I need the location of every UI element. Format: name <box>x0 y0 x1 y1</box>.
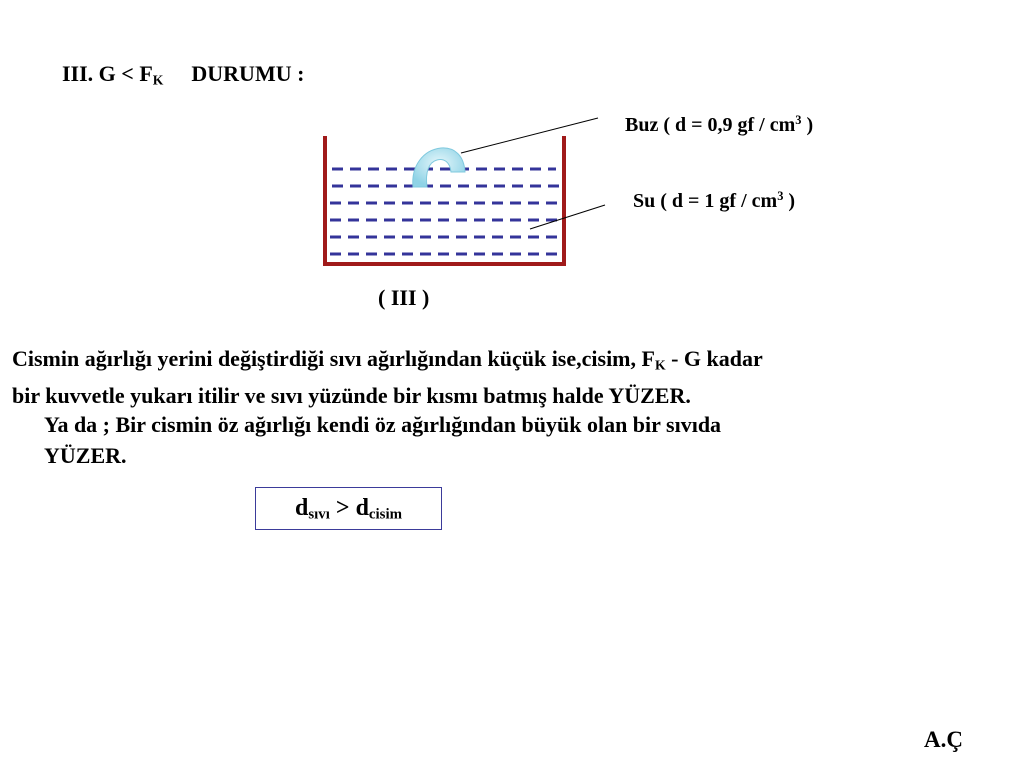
paragraph-2 <box>44 409 721 471</box>
water-label: Su ( d = 1 gf / $cm^3$ ) <box>633 189 796 212</box>
paragraph-2-line-1: Ya da ; Bir cismin öz ağırlığı kendi öz ağırlığından büyük olan bir sıvıda <box>44 412 722 437</box>
title-word: DURUMU : <box>191 61 305 86</box>
title-condition: III. G < F <box>62 61 153 86</box>
floating-ice-diagram <box>0 0 1024 300</box>
ice-block <box>413 148 465 187</box>
formula-box: $d_{sıvı} > d_{cisim}$ <box>255 487 442 530</box>
water-pointer-line <box>530 205 605 229</box>
figure-label: ( III ) <box>378 285 430 310</box>
ice-label: Buz ( d = 0,9 gf / $cm^3$ ) <box>625 113 814 136</box>
paragraph-1-line-2: bir kuvvetle yukarı itilir ve sıvı yüzünde bir kısmı batmış halde YÜZER. <box>12 383 691 409</box>
paragraph-2-line-2: YÜZER. <box>44 443 127 468</box>
paragraph-1 <box>12 343 763 411</box>
author-initials: A.Ç <box>924 727 963 752</box>
ice-pointer-line <box>461 118 598 153</box>
water-lines <box>330 169 560 254</box>
paragraph-1-line-1: Cismin ağırlığı yerini değiştirdiği sıvı ağırlığından küçük ise,cisim, $F_K$ - G kadar <box>12 346 763 373</box>
title-condition-subscript: K <box>152 72 164 88</box>
